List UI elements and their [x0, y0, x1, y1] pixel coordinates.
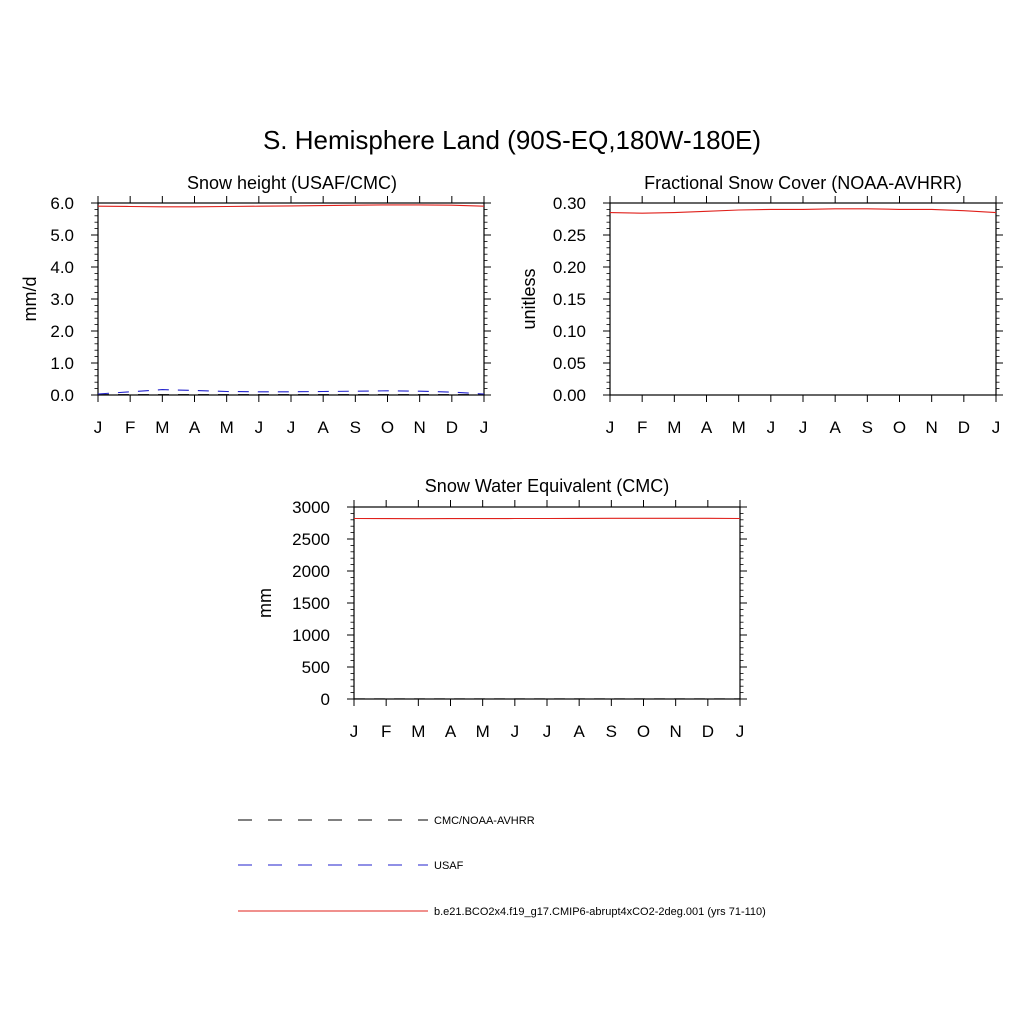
y-tick-label: 4.0: [50, 258, 74, 277]
x-tick-label: J: [735, 722, 745, 741]
x-tick-label: M: [667, 418, 682, 437]
x-tick-label: J: [542, 722, 552, 741]
x-tick-label: A: [444, 722, 457, 741]
x-tick-label: J: [798, 418, 808, 437]
y-tick-label: 0.15: [552, 290, 586, 309]
x-tick-label: J: [479, 418, 489, 437]
figure-title: S. Hemisphere Land (90S-EQ,180W-180E): [262, 125, 762, 155]
y-tick-label: 3.0: [50, 290, 74, 309]
y-tick-label: 0.25: [552, 226, 586, 245]
y-tick-label: 1000: [292, 626, 330, 645]
panel-title: Fractional Snow Cover (NOAA-AVHRR): [644, 173, 962, 193]
panel-snow-height: [20, 173, 491, 437]
x-tick-label: S: [605, 722, 618, 741]
x-tick-label: A: [573, 722, 585, 741]
x-tick-label: N: [925, 418, 938, 437]
legend: [238, 815, 766, 918]
x-tick-label: M: [411, 722, 426, 741]
x-tick-label: M: [731, 418, 746, 437]
y-tick-label: 1500: [292, 594, 330, 613]
x-tick-label: J: [766, 418, 776, 437]
y-tick-label: 1.0: [50, 354, 74, 373]
y-tick-label: 0.00: [552, 386, 586, 405]
x-tick-label: F: [636, 418, 648, 437]
x-tick-label: J: [991, 418, 1001, 437]
x-tick-label: M: [219, 418, 234, 437]
x-tick-label: S: [349, 418, 362, 437]
x-tick-label: J: [349, 722, 359, 741]
legend-label-obs: CMC/NOAA-AVHRR: [434, 815, 535, 827]
y-tick-label: 0.05: [552, 354, 586, 373]
x-tick-label: J: [605, 418, 615, 437]
legend-label-usaf: USAF: [434, 860, 464, 872]
x-tick-label: O: [380, 418, 395, 437]
y-tick-label: 0.10: [552, 322, 586, 341]
x-tick-label: J: [286, 418, 296, 437]
y-tick-label: 0.30: [552, 194, 586, 213]
x-tick-label: M: [155, 418, 170, 437]
x-tick-label: A: [700, 418, 713, 437]
x-tick-label: M: [475, 722, 490, 741]
x-tick-label: J: [93, 418, 103, 437]
y-axis-label: mm: [255, 588, 275, 618]
panel-title: Snow height (USAF/CMC): [186, 173, 398, 193]
x-tick-label: J: [254, 418, 264, 437]
y-tick-label: 0.20: [552, 258, 586, 277]
y-axis-label: mm/d: [20, 276, 40, 322]
legend-label-model: b.e21.BCO2x4.f19_g17.CMIP6-abrupt4xCO2-2deg.001 (yrs 71-110): [434, 906, 766, 918]
y-axis-label: unitless: [519, 268, 539, 330]
x-tick-label: D: [445, 418, 458, 437]
series-line-model: [610, 209, 996, 213]
series-line-usaf: [98, 390, 484, 394]
y-tick-label: 0: [320, 690, 330, 709]
x-tick-label: N: [669, 722, 682, 741]
x-tick-label: D: [701, 722, 714, 741]
x-tick-label: J: [510, 722, 520, 741]
x-tick-label: A: [188, 418, 201, 437]
panel-title: Snow Water Equivalent (CMC): [424, 476, 670, 496]
x-tick-label: A: [829, 418, 841, 437]
y-tick-label: 3000: [292, 498, 330, 517]
y-tick-label: 6.0: [50, 194, 74, 213]
panel-snow-water-equivalent: [255, 476, 747, 741]
x-tick-label: A: [317, 418, 329, 437]
y-tick-label: 5.0: [50, 226, 74, 245]
y-tick-label: 0.0: [50, 386, 74, 405]
series-line-model: [98, 205, 484, 207]
x-tick-label: O: [892, 418, 907, 437]
plot-frame: [98, 203, 484, 395]
x-tick-label: F: [124, 418, 136, 437]
x-tick-label: O: [636, 722, 651, 741]
plot-frame: [610, 203, 996, 395]
y-tick-label: 2500: [292, 530, 330, 549]
x-tick-label: F: [380, 722, 392, 741]
x-tick-label: D: [957, 418, 970, 437]
panel-fractional-snow-cover: [519, 173, 1003, 437]
y-tick-label: 500: [301, 658, 330, 677]
plot-frame: [354, 507, 740, 699]
x-tick-label: S: [861, 418, 874, 437]
y-tick-label: 2000: [292, 562, 330, 581]
y-tick-label: 2.0: [50, 322, 74, 341]
x-tick-label: N: [413, 418, 426, 437]
